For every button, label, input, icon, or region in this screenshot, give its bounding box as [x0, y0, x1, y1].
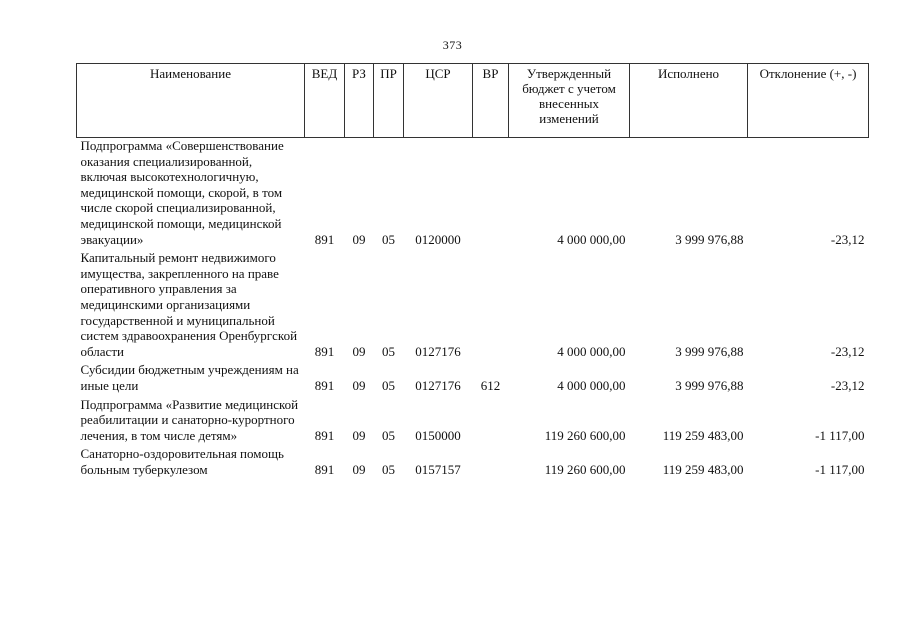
row-deviation: -1 117,00: [815, 427, 865, 443]
budget-table: [76, 63, 869, 480]
row-vr: [473, 138, 509, 251]
row-vr: 612: [480, 377, 501, 393]
row-deviation: -23,12: [830, 377, 865, 393]
row-ved: 891: [314, 427, 335, 443]
row-pr: 05: [382, 231, 395, 247]
row-approved: 119 260 600,00: [544, 427, 626, 443]
row-rz: 09: [352, 427, 366, 443]
row-ved: 891: [314, 231, 335, 247]
table-row: [77, 362, 869, 396]
row-executed: 119 259 483,00: [662, 461, 744, 477]
table-row: [77, 446, 869, 480]
row-name: Субсидии бюджетным учреждениям на иные цели: [80, 362, 299, 393]
row-csr: 0150000: [415, 427, 461, 443]
header-vr: ВР: [473, 64, 509, 138]
row-executed: 3 999 976,88: [675, 231, 744, 247]
row-deviation: -1 117,00: [815, 461, 865, 477]
row-approved: 119 260 600,00: [544, 461, 626, 477]
row-approved: 4 000 000,00: [557, 377, 626, 393]
row-rz: 09: [352, 231, 366, 247]
header-rz: РЗ: [345, 64, 374, 138]
header-deviation: Отклонение (+, -): [748, 64, 869, 138]
row-rz: 09: [352, 377, 366, 393]
row-rz: 09: [352, 343, 366, 359]
row-pr: 05: [382, 427, 395, 443]
row-vr: [473, 397, 509, 447]
row-deviation: -23,12: [830, 231, 865, 247]
row-pr: 05: [382, 377, 395, 393]
row-csr: 0127176: [415, 377, 461, 393]
row-name: Подпрограмма «Совершенствование оказания специализированной, включая высокотехнологичную, медицинской помощи, скорой, в том числе скорой специализированной, медицинской помощи, медицинской эвакуации»: [80, 138, 284, 247]
row-name: Подпрограмма «Развитие медицинской реабилитации и санаторно-курортного лечения, в том числе детям»: [80, 396, 299, 443]
row-ved: 891: [314, 377, 335, 393]
row-vr: [473, 250, 509, 362]
row-pr: 05: [382, 461, 395, 477]
row-executed: 3 999 976,88: [675, 377, 744, 393]
row-csr: 0157157: [415, 461, 461, 477]
table-row: [77, 397, 869, 447]
header-pr: ПР: [374, 64, 404, 138]
row-rz: 09: [352, 461, 366, 477]
table-row: [77, 250, 869, 362]
row-approved: 4 000 000,00: [557, 231, 626, 247]
row-executed: 3 999 976,88: [675, 343, 744, 359]
table-row: [77, 138, 869, 251]
page-number: 373: [442, 38, 463, 52]
header-csr: ЦСР: [404, 64, 473, 138]
row-ved: 891: [314, 461, 335, 477]
row-csr: 0127176: [415, 343, 461, 359]
table-header-row: [77, 64, 869, 138]
header-approved: Утвержденный бюджет с учетом внесенных изменений: [509, 64, 630, 138]
row-name: Капитальный ремонт недвижимого имущества, закрепленного на праве оперативного управления за медицинскими организациями государственной и муниципальной систем здравоохранения Оренбургской области: [80, 250, 298, 359]
row-executed: 119 259 483,00: [662, 427, 744, 443]
row-approved: 4 000 000,00: [557, 343, 626, 359]
header-ved: ВЕД: [305, 64, 345, 138]
row-name: Санаторно-оздоровительная помощь больным туберкулезом: [80, 446, 284, 477]
header-executed: Исполнено: [630, 64, 748, 138]
row-ved: 891: [314, 343, 335, 359]
row-csr: 0120000: [415, 231, 461, 247]
header-name: Наименование: [77, 64, 305, 138]
row-deviation: -23,12: [830, 343, 865, 359]
row-pr: 05: [382, 343, 395, 359]
row-vr: [473, 446, 509, 480]
